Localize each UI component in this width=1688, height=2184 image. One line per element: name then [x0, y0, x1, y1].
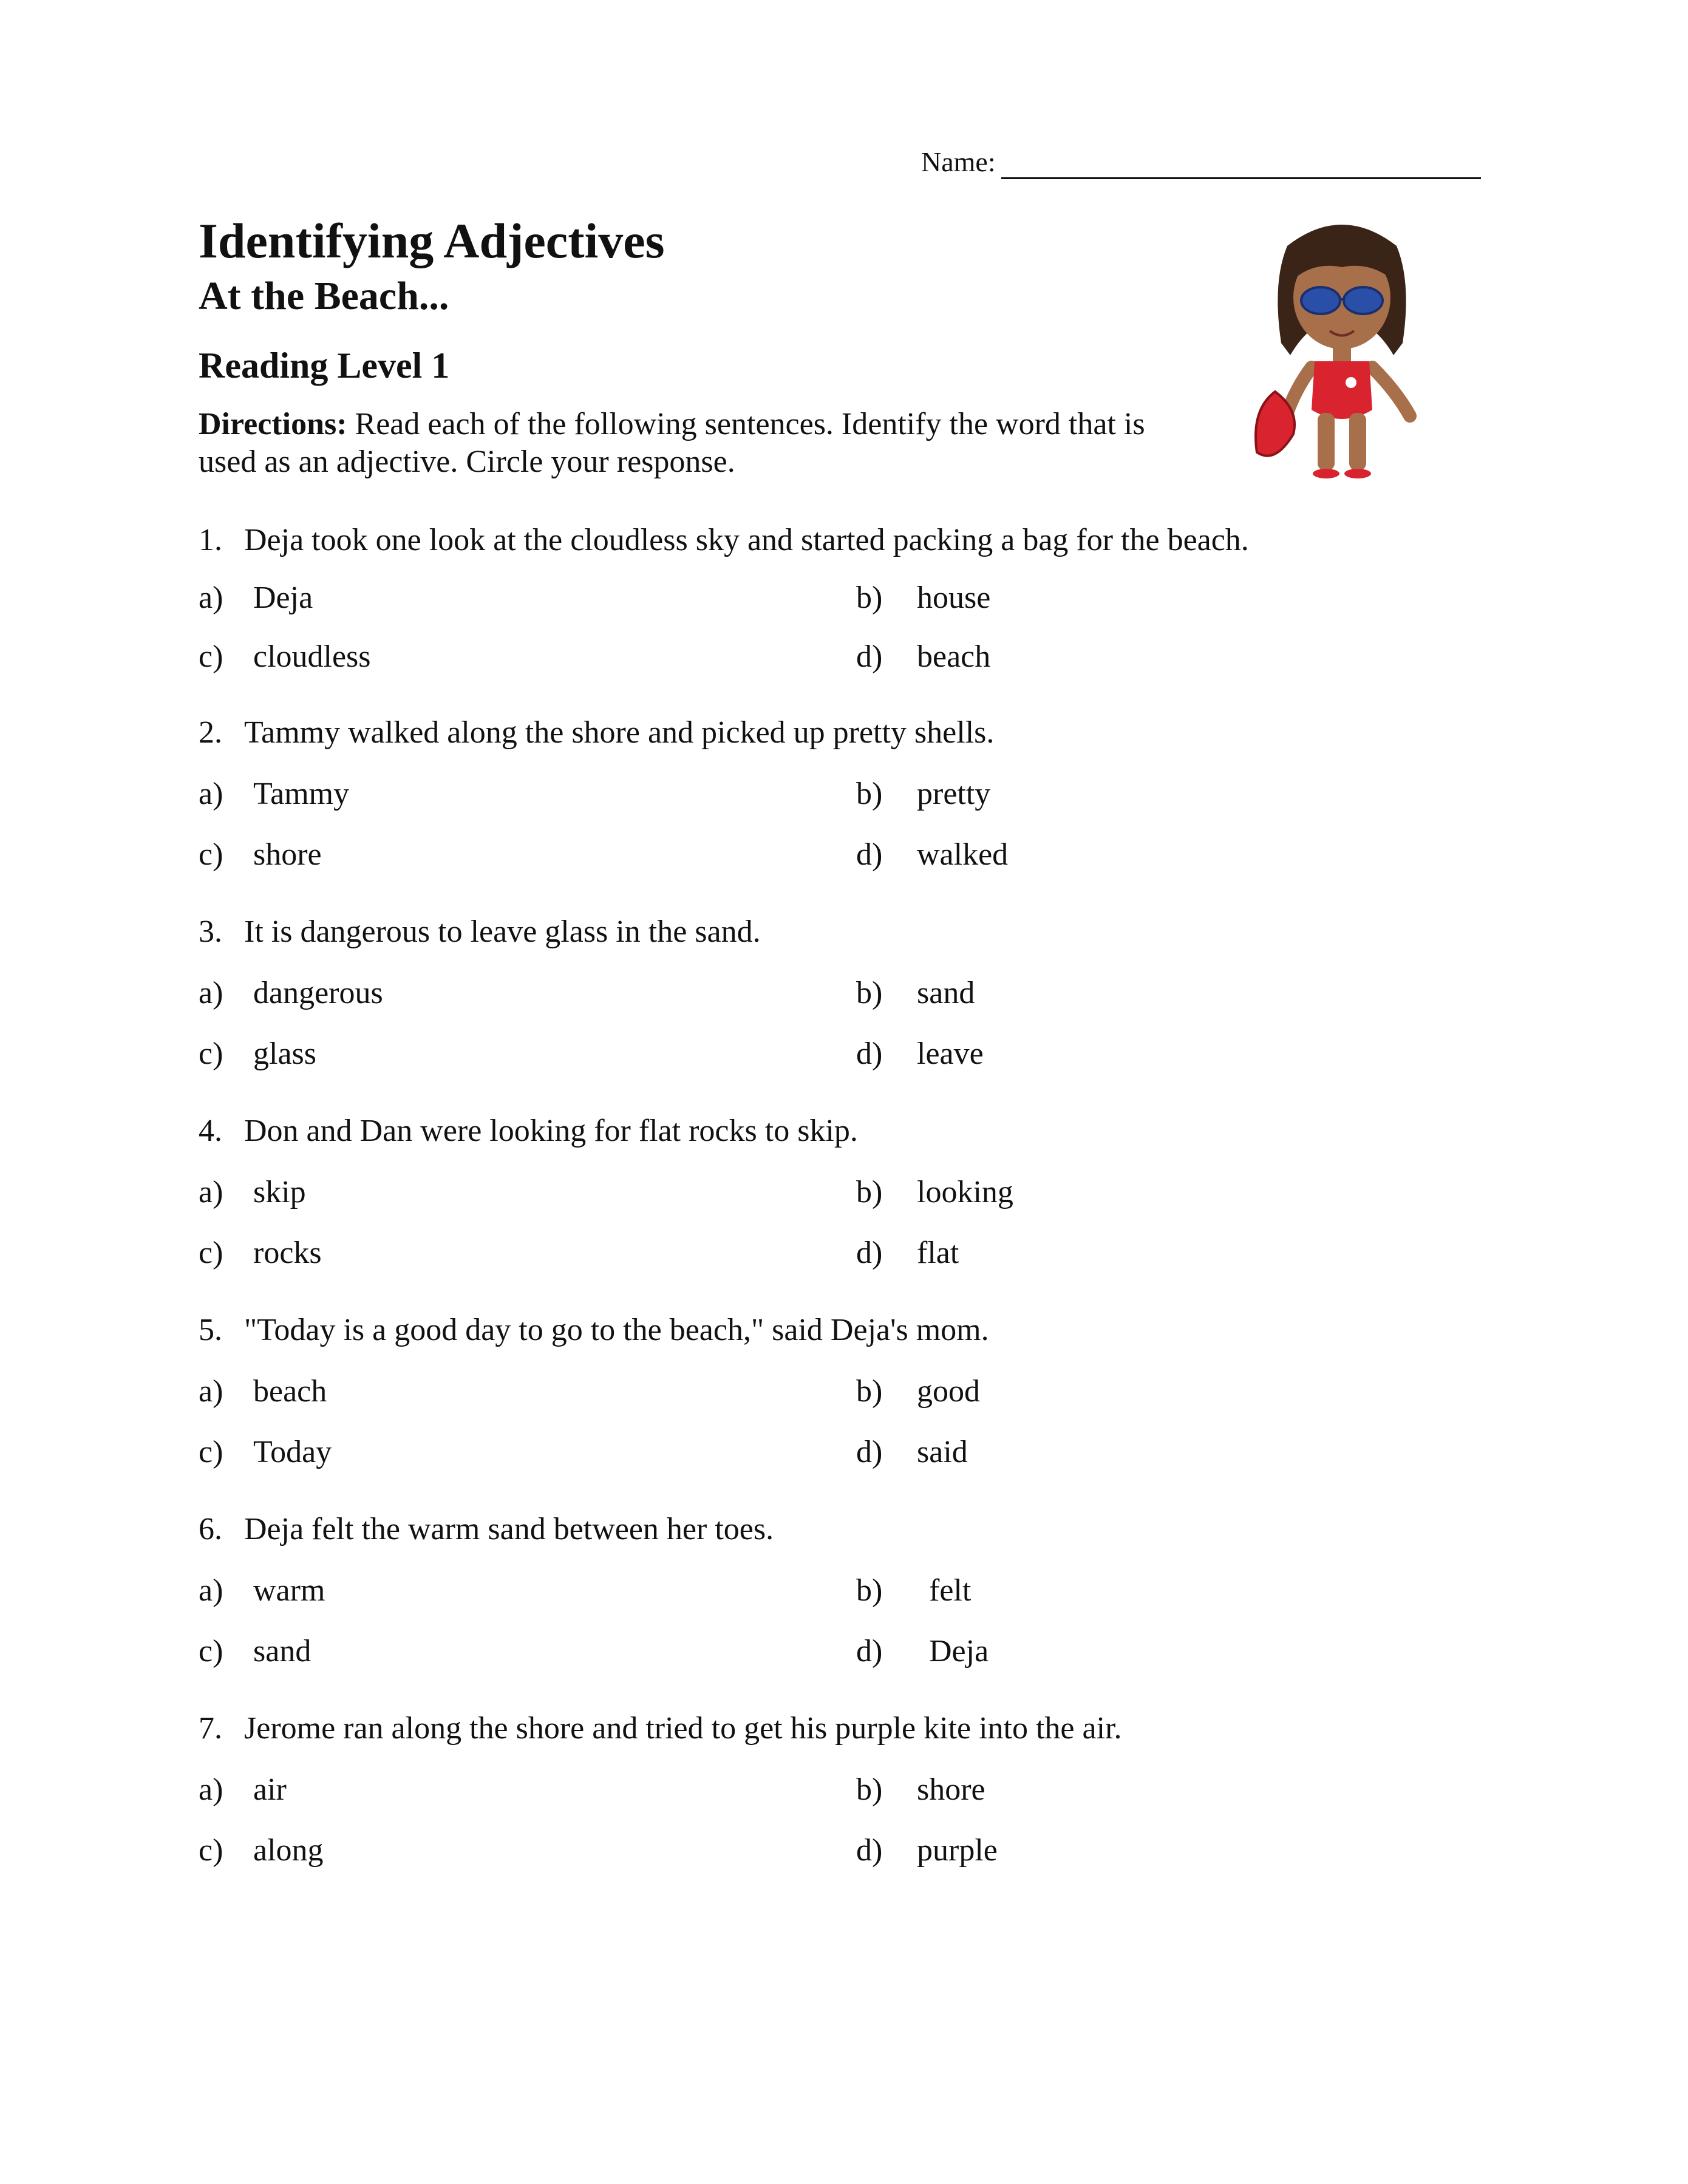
option-word[interactable]: dangerous	[253, 976, 383, 1010]
question-number: 7.	[199, 1711, 222, 1746]
question-text: Tammy walked along the shore and picked up pretty shells.	[244, 715, 995, 750]
directions	[199, 406, 1170, 481]
option-word[interactable]: beach	[253, 1374, 327, 1409]
option-letter: b)	[856, 976, 883, 1010]
option-word[interactable]: pretty	[917, 777, 991, 811]
option-letter: d)	[856, 1036, 883, 1071]
option-letter: a)	[199, 976, 223, 1010]
question-text: Deja took one look at the cloudless sky and started packing a bag for the beach.	[244, 523, 1249, 557]
reading-level: Reading Level 1	[199, 345, 450, 386]
question-number: 6.	[199, 1512, 222, 1546]
name-field[interactable]	[921, 146, 996, 178]
option-word[interactable]: skip	[253, 1175, 306, 1209]
lifeguard-girl-icon	[1251, 209, 1433, 483]
option-word[interactable]: Tammy	[253, 777, 350, 811]
option-word[interactable]: along	[253, 1833, 324, 1868]
option-letter: c)	[199, 1833, 223, 1868]
option-letter: c)	[199, 1435, 223, 1469]
question-number: 5.	[199, 1313, 222, 1347]
question-text: Jerome ran along the shore and tried to get his purple kite into the air.	[244, 1711, 1122, 1746]
option-word[interactable]: flat	[917, 1236, 959, 1270]
question-text: It is dangerous to leave glass in the sand.	[244, 914, 761, 949]
option-letter: a)	[199, 1175, 223, 1209]
option-word[interactable]: house	[917, 580, 991, 615]
option-word[interactable]: purple	[917, 1833, 998, 1868]
option-letter: c)	[199, 1036, 223, 1071]
option-word[interactable]: looking	[917, 1175, 1013, 1209]
option-letter: b)	[856, 777, 883, 811]
option-letter: d)	[856, 837, 883, 872]
directions-text: Read each of the following sentences. Identify the word that is used as an adjective. Circle your response.	[199, 407, 1145, 479]
option-letter: a)	[199, 1374, 223, 1409]
option-word[interactable]: Deja	[929, 1634, 989, 1669]
question-number: 3.	[199, 914, 222, 949]
option-letter: c)	[199, 639, 223, 674]
option-letter: b)	[856, 1772, 883, 1807]
option-word[interactable]: walked	[917, 837, 1009, 872]
option-letter: b)	[856, 580, 883, 615]
option-word[interactable]: cloudless	[253, 639, 371, 674]
option-word[interactable]: rocks	[253, 1236, 322, 1270]
question-text: Deja felt the warm sand between her toes.	[244, 1512, 774, 1546]
worksheet-subtitle: At the Beach...	[199, 274, 449, 318]
option-word[interactable]: sand	[917, 976, 975, 1010]
question-text: Don and Dan were looking for flat rocks to skip.	[244, 1114, 858, 1148]
name-blank-line[interactable]	[1001, 177, 1481, 179]
question-text: "Today is a good day to go to the beach," said Deja's mom.	[244, 1313, 989, 1347]
question-number: 1.	[199, 523, 222, 557]
option-letter: b)	[856, 1374, 883, 1409]
option-word[interactable]: shore	[253, 837, 322, 872]
directions-label: Directions:	[199, 407, 347, 441]
option-word[interactable]: beach	[917, 639, 991, 674]
option-letter: d)	[856, 1236, 883, 1270]
option-letter: a)	[199, 777, 223, 811]
option-word[interactable]: warm	[253, 1573, 325, 1608]
option-word[interactable]: leave	[917, 1036, 984, 1071]
option-word[interactable]: air	[253, 1772, 287, 1807]
option-letter: d)	[856, 1435, 883, 1469]
option-word[interactable]: glass	[253, 1036, 316, 1071]
question-number: 4.	[199, 1114, 222, 1148]
worksheet-title: Identifying Adjectives	[199, 213, 665, 268]
option-letter: c)	[199, 1236, 223, 1270]
option-letter: b)	[856, 1573, 883, 1608]
option-word[interactable]: Today	[253, 1435, 332, 1469]
option-letter: d)	[856, 1833, 883, 1868]
question-number: 2.	[199, 715, 222, 750]
option-letter: a)	[199, 1573, 223, 1608]
option-letter: d)	[856, 639, 883, 674]
option-word[interactable]: said	[917, 1435, 968, 1469]
option-word[interactable]: Deja	[253, 580, 313, 615]
option-word[interactable]: shore	[917, 1772, 985, 1807]
option-letter: c)	[199, 1634, 223, 1669]
name-label: Name:	[921, 146, 996, 177]
option-word[interactable]: sand	[253, 1634, 311, 1669]
option-letter: b)	[856, 1175, 883, 1209]
option-letter: a)	[199, 1772, 223, 1807]
option-word[interactable]: good	[917, 1374, 980, 1409]
option-letter: a)	[199, 580, 223, 615]
option-word[interactable]: felt	[929, 1573, 972, 1608]
option-letter: c)	[199, 837, 223, 872]
option-letter: d)	[856, 1634, 883, 1669]
